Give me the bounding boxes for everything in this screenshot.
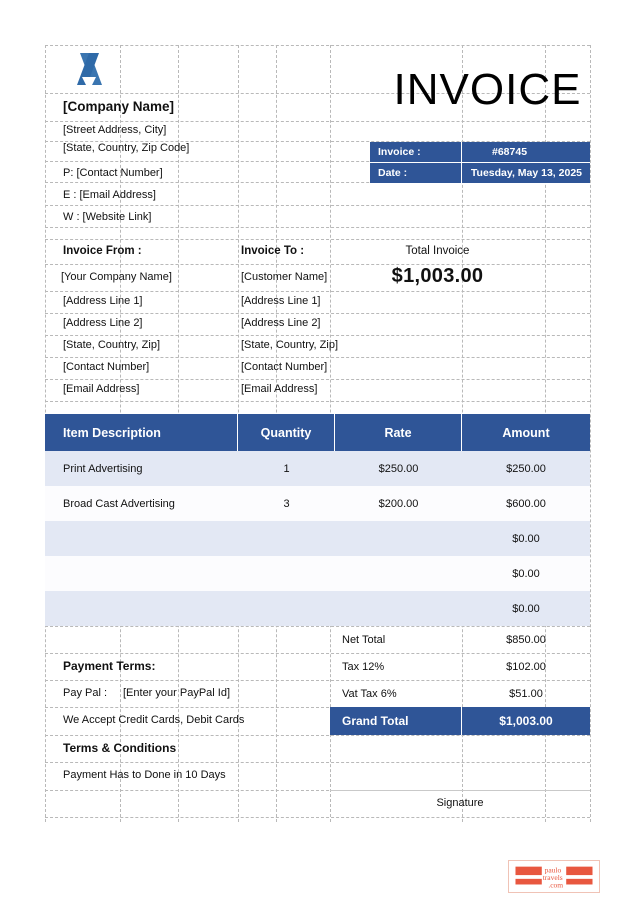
item-description: Print Advertising xyxy=(63,462,143,475)
item-rate xyxy=(335,591,462,626)
terms-title: Terms & Conditions xyxy=(63,741,177,755)
invoice-to-label: Invoice To : xyxy=(241,245,305,258)
svg-text:paulo: paulo xyxy=(544,865,562,875)
tax-label: Tax 12% xyxy=(342,660,385,673)
item-quantity xyxy=(238,521,335,556)
item-description xyxy=(45,556,238,591)
invoice-to-line-5: [Email Address] xyxy=(241,383,318,396)
terms-line: Payment Has to Done in 10 Days xyxy=(63,769,226,782)
company-website: W : [Website Link] xyxy=(63,211,152,224)
invoice-from-label: Invoice From : xyxy=(63,245,142,258)
payment-terms-title: Payment Terms: xyxy=(63,659,156,673)
net-total-label: Net Total xyxy=(342,633,386,646)
paypal-label: Pay Pal : xyxy=(63,686,108,699)
invoice-date-value: Tuesday, May 13, 2025 xyxy=(470,167,582,179)
invoice-meta-box xyxy=(370,142,590,183)
item-amount: $600.00 xyxy=(506,497,546,510)
svg-text:travels: travels xyxy=(542,872,563,882)
invoice-sheet xyxy=(45,45,590,822)
column-header-quantity: Quantity xyxy=(238,414,335,451)
column-header-rate: Rate xyxy=(335,414,462,451)
signature-line xyxy=(330,790,590,791)
item-quantity: 3 xyxy=(283,497,290,510)
item-description xyxy=(45,591,238,626)
column-header-description: Item Description xyxy=(45,414,238,451)
item-quantity: 1 xyxy=(283,462,290,475)
company-email: E : [Email Address] xyxy=(63,189,156,202)
item-amount: $0.00 xyxy=(512,532,540,545)
grand-total-label: Grand Total xyxy=(330,707,462,735)
company-street: [Street Address, City] xyxy=(63,124,167,137)
column-header-amount: Amount xyxy=(502,425,550,440)
company-phone: P: [Contact Number] xyxy=(63,167,163,180)
signature-label: Signature xyxy=(436,797,484,809)
invoice-from-line-4: [Contact Number] xyxy=(63,361,150,374)
invoice-number-row xyxy=(370,142,590,163)
table-row xyxy=(45,556,590,591)
item-amount: $0.00 xyxy=(512,567,540,580)
invoice-from-line-2: [Address Line 2] xyxy=(63,317,143,330)
item-rate xyxy=(335,521,462,556)
table-row xyxy=(45,486,590,521)
item-quantity xyxy=(238,591,335,626)
tax-value: $102.00 xyxy=(506,660,546,673)
totals-row-tax xyxy=(330,653,590,680)
triangle-a-logo-icon xyxy=(58,50,120,88)
company-name: [Company Name] xyxy=(63,98,175,114)
invoice-number-label: Invoice : xyxy=(370,142,462,162)
item-quantity xyxy=(238,556,335,591)
invoice-from-line-0: [Your Company Name] xyxy=(61,270,172,283)
invoice-to-line-4: [Contact Number] xyxy=(241,361,328,374)
totals-row-grand xyxy=(330,707,590,735)
net-total-value: $850.00 xyxy=(506,633,546,646)
table-row xyxy=(45,451,590,486)
grand-total-value: $1,003.00 xyxy=(499,714,553,728)
item-amount: $0.00 xyxy=(512,602,540,615)
item-rate: $200.00 xyxy=(378,497,419,510)
totals-row-net xyxy=(330,626,590,653)
invoice-to-line-2: [Address Line 2] xyxy=(241,317,321,330)
paypal-value: [Enter your PayPal Id] xyxy=(123,686,230,699)
invoice-from-line-1: [Address Line 1] xyxy=(63,295,143,308)
item-rate: $250.00 xyxy=(378,462,419,475)
table-row xyxy=(45,591,590,626)
item-rate xyxy=(335,556,462,591)
invoice-to-line-3: [State, Country, Zip] xyxy=(241,339,339,352)
watermark-logo xyxy=(508,860,600,893)
invoice-from-line-5: [Email Address] xyxy=(63,383,140,396)
total-invoice-label: Total Invoice xyxy=(405,245,470,257)
items-table-header xyxy=(45,414,590,451)
invoice-number-value: #68745 xyxy=(492,146,528,158)
item-description xyxy=(45,521,238,556)
accepted-cards-note: We Accept Credit Cards, Debit Cards xyxy=(63,714,245,727)
svg-text:.com: .com xyxy=(548,880,564,890)
table-row xyxy=(45,521,590,556)
item-description: Broad Cast Advertising xyxy=(63,497,175,510)
invoice-to-line-0: [Customer Name] xyxy=(241,270,328,283)
totals-row-vat xyxy=(330,680,590,707)
invoice-to-line-1: [Address Line 1] xyxy=(241,295,321,308)
item-amount: $250.00 xyxy=(506,462,546,475)
company-region: [State, Country, Zip Code] xyxy=(63,142,190,155)
invoice-date-label: Date : xyxy=(370,163,462,183)
total-invoice-amount: $1,003.00 xyxy=(391,265,484,287)
invoice-date-row xyxy=(370,163,590,183)
page-title: INVOICE xyxy=(393,65,582,114)
invoice-from-line-3: [State, Country, Zip] xyxy=(63,339,161,352)
vat-label: Vat Tax 6% xyxy=(342,687,397,700)
vat-value: $51.00 xyxy=(509,687,543,700)
